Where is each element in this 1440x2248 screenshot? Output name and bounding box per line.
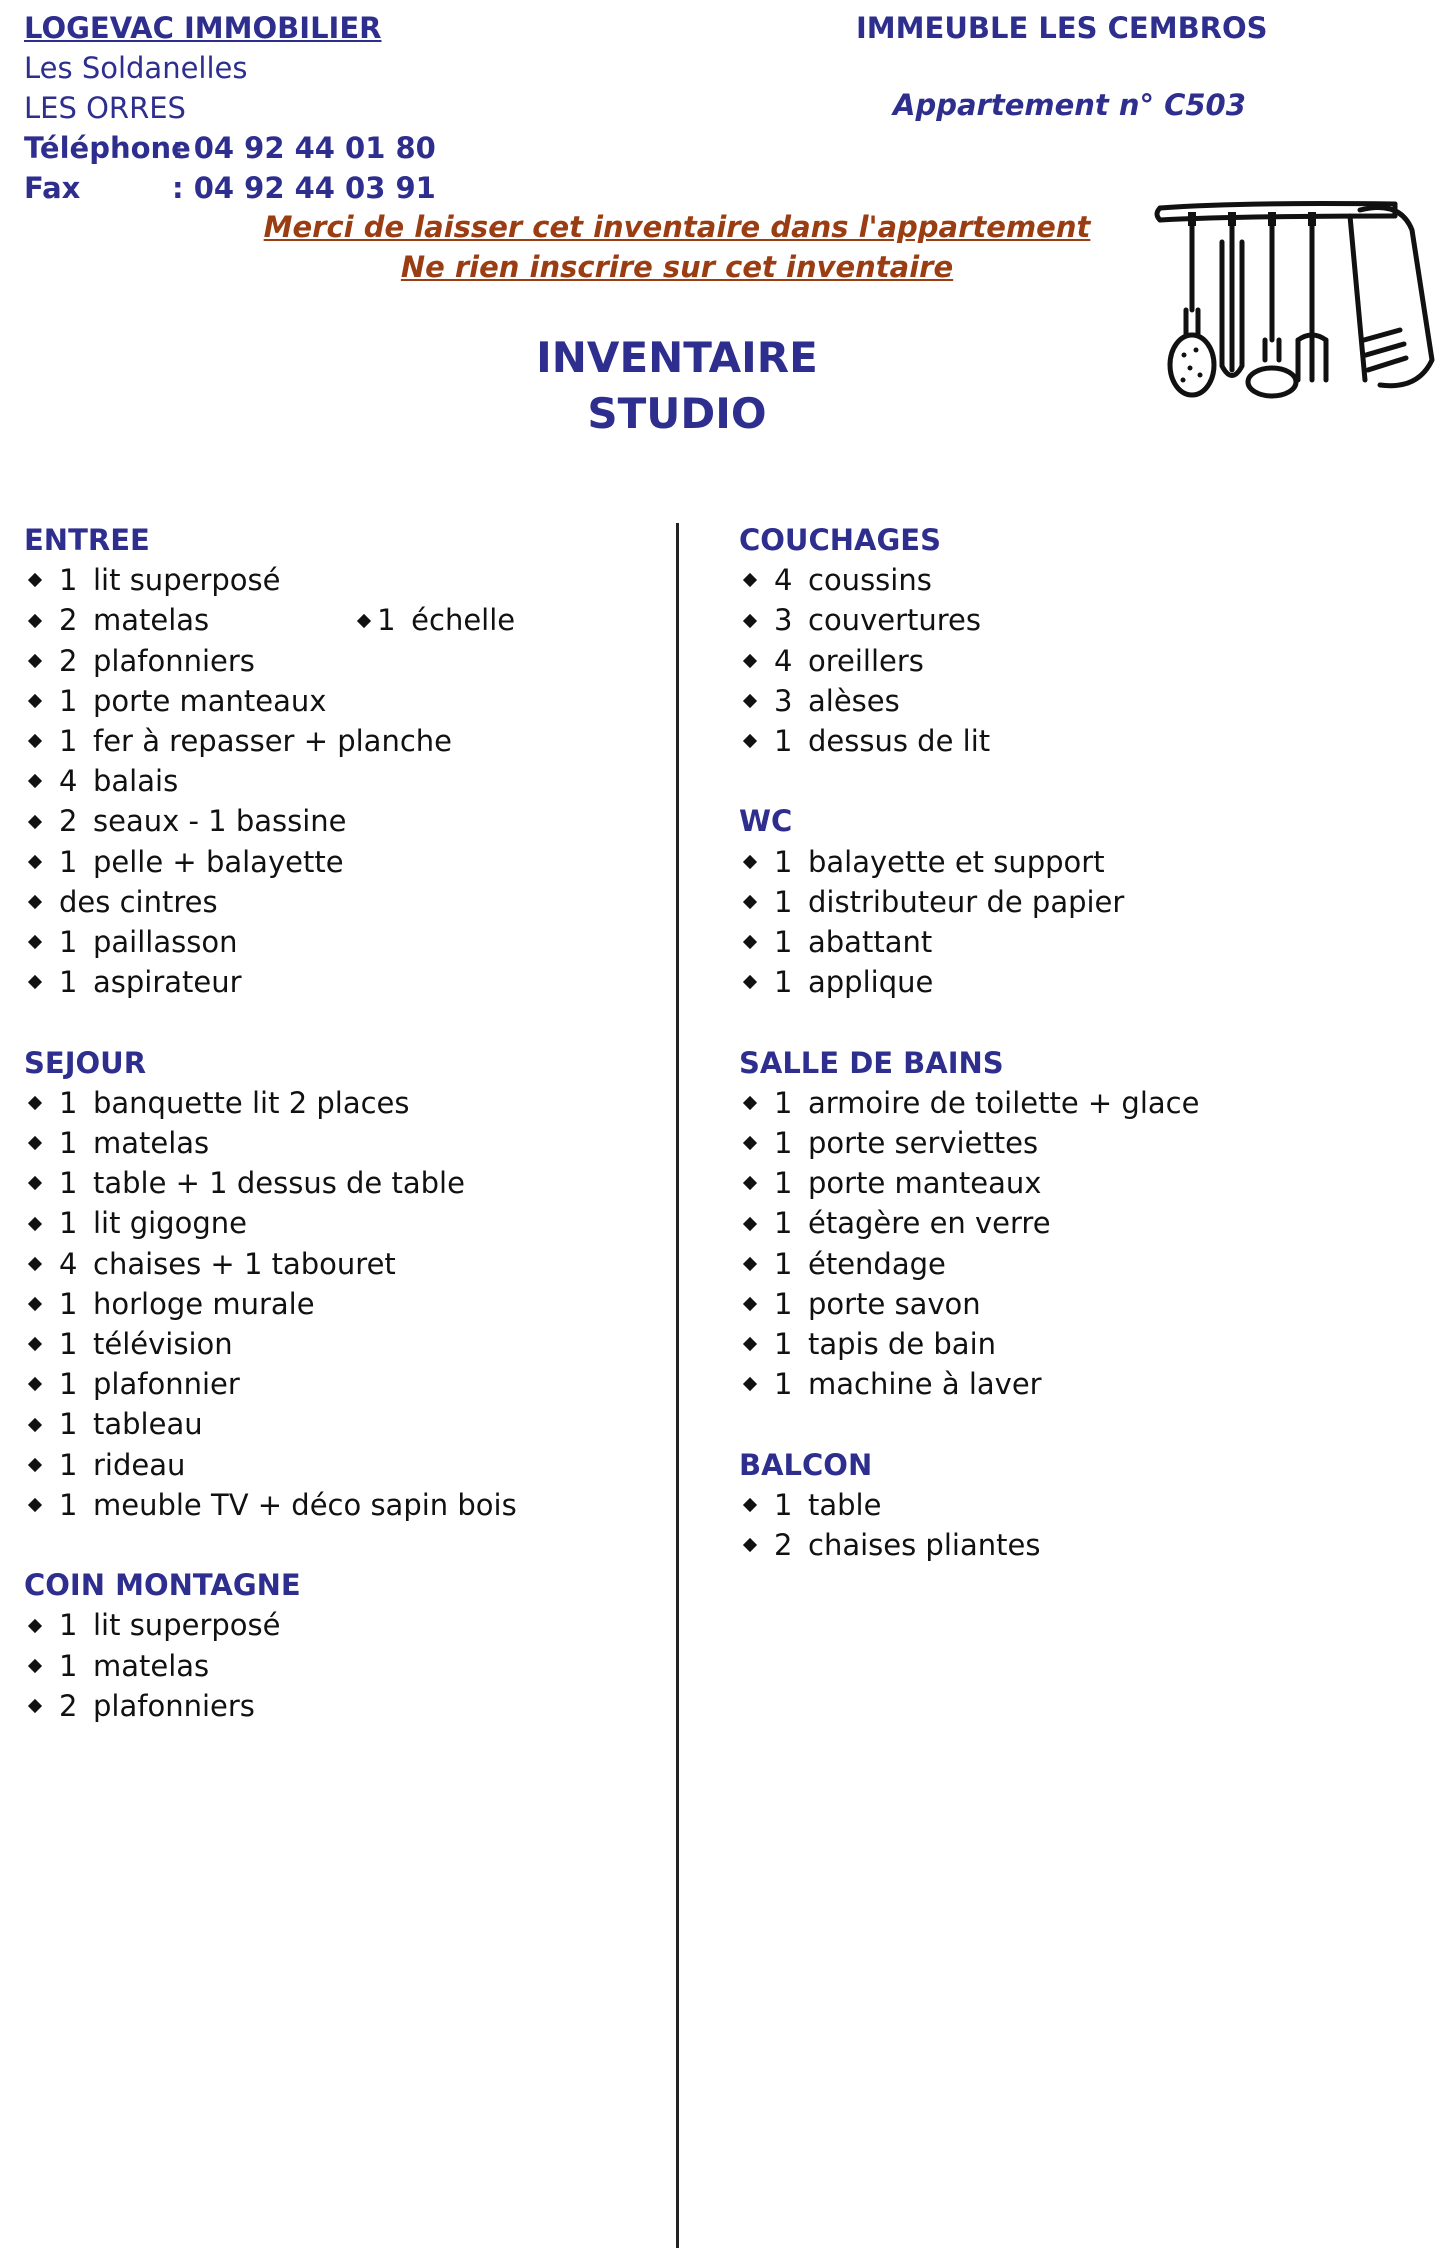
diamond-bullet-icon [28,1659,42,1673]
item-quantity: 3 [774,603,793,638]
diamond-bullet-icon [28,1136,42,1150]
item-quantity: 4 [59,1246,78,1281]
list-item [24,600,664,640]
list-item [24,560,664,600]
list-item [739,842,1399,882]
list-item [739,1485,1399,1525]
list-item [24,922,664,962]
item-name: échelle [411,603,516,638]
section-title: WC [739,804,793,839]
list-item [24,962,664,1002]
phone-label: Téléphone [24,131,191,165]
diamond-bullet-icon [743,975,757,989]
diamond-bullet-icon [743,573,757,587]
list-item [739,1203,1399,1243]
item-name: porte serviettes [808,1126,1039,1161]
diamond-bullet-icon [28,1458,42,1472]
diamond-bullet-icon [28,935,42,949]
item-name: plafonnier [93,1367,240,1402]
diamond-bullet-icon [28,814,42,828]
item-quantity: 1 [59,1447,78,1482]
list-item [739,1525,1399,1565]
diamond-bullet-icon [357,613,371,627]
item-name: table [808,1487,882,1522]
item-name: lit superposé [93,563,281,598]
list-item [24,1083,664,1123]
list-item [24,1605,664,1645]
section-title: SEJOUR [24,1045,147,1080]
diamond-bullet-icon [28,1297,42,1311]
section-salle-de-bains [739,1043,1399,1405]
list-item [24,842,664,882]
diamond-bullet-icon [28,573,42,587]
item-name: porte manteaux [808,1166,1042,1201]
item-name: plafonniers [93,1688,255,1723]
list-item [24,1203,664,1243]
list-item [24,1404,664,1444]
diamond-bullet-icon [743,1538,757,1552]
diamond-bullet-icon [743,613,757,627]
item-name: chaises + 1 tabouret [93,1246,396,1281]
item-name: matelas [93,1648,210,1683]
item-name: dessus de lit [808,724,991,759]
apartment-number: Appartement n° C503 [893,88,1246,122]
item-quantity: 1 [774,1206,793,1241]
section-title: SALLE DE BAINS [739,1045,1004,1080]
list-item [739,1324,1399,1364]
item-name: matelas [93,1126,210,1161]
item-name: fer à repasser + planche [93,724,452,759]
item-name: lit gigogne [93,1206,247,1241]
section-balcon [739,1445,1399,1566]
list-item [24,1485,664,1525]
diamond-bullet-icon [28,855,42,869]
item-name: étendage [808,1246,946,1281]
list-item [739,600,1399,640]
item-name: tapis de bain [808,1327,997,1362]
item-quantity: 1 [59,844,78,879]
agency-block [24,8,436,208]
item-name: balais [93,764,179,799]
item-quantity: 1 [774,1085,793,1120]
list-item [739,560,1399,600]
address-line-1: Les Soldanelles [24,51,248,85]
section-title: COUCHAGES [739,523,941,557]
list-item [739,1163,1399,1203]
item-quantity: 1 [774,1246,793,1281]
item-name: table + 1 dessus de table [93,1166,465,1201]
section-entree [24,520,664,1002]
diamond-bullet-icon [28,734,42,748]
diamond-bullet-icon [743,734,757,748]
list-item [739,1123,1399,1163]
item-name: plafonniers [93,643,255,678]
item-quantity: 3 [774,683,793,718]
item-name: meuble TV + déco sapin bois [93,1487,517,1522]
item-quantity: 2 [59,603,78,638]
company-name: LOGEVAC IMMOBILIER [24,11,382,45]
item-quantity: 1 [59,1367,78,1402]
item-quantity: 1 [59,1487,78,1522]
section-title: COIN MONTAGNE [24,1568,301,1603]
list-item [739,1364,1399,1404]
notice-line-1: Merci de laisser cet inventaire dans l'appartement [263,210,1091,244]
item-quantity: 1 [774,1166,793,1201]
section-coin-montagne [24,1565,664,1726]
section-title: BALCON [739,1447,873,1482]
list-item [24,882,664,922]
diamond-bullet-icon [28,1176,42,1190]
item-quantity: 1 [59,563,78,598]
left-column [24,520,664,1766]
diamond-bullet-icon [743,1096,757,1110]
item-name: oreillers [808,643,924,678]
item-quantity: 1 [59,1085,78,1120]
item-name: abattant [808,925,933,960]
item-quantity: 1 [774,1286,793,1321]
item-name: applique [808,965,934,1000]
item-quantity: 1 [59,1126,78,1161]
diamond-bullet-icon [28,975,42,989]
page-title: INVENTAIRE [536,333,818,382]
item-name: alèses [808,683,900,718]
item-name: étagère en verre [808,1206,1051,1241]
list-item [739,641,1399,681]
item-quantity: 1 [59,1648,78,1683]
item-name: couvertures [808,603,981,638]
item-quantity: 1 [774,844,793,879]
item-name: tableau [93,1407,203,1442]
item-name: matelas [93,603,210,638]
item-quantity: 1 [59,965,78,1000]
section-couchages [739,520,1399,761]
item-name: chaises pliantes [808,1528,1041,1563]
phone-value: : 04 92 44 01 80 [172,131,436,165]
item-name: télévision [93,1327,233,1362]
fax-value: : 04 92 44 03 91 [172,171,436,205]
section-wc [739,801,1399,1002]
item-name: distributeur de papier [808,884,1125,919]
fax-label: Fax [24,171,81,205]
diamond-bullet-icon [28,1618,42,1632]
list-item [24,1324,664,1364]
diamond-bullet-icon [28,1417,42,1431]
list-item [24,801,664,841]
diamond-bullet-icon [743,1337,757,1351]
item-quantity: 4 [774,643,793,678]
item-quantity: 1 [774,1126,793,1161]
item-quantity: 1 [59,1206,78,1241]
item-quantity: 1 [59,1608,78,1643]
extra-item [359,600,515,640]
section-title: ENTREE [24,523,150,557]
diamond-bullet-icon [28,654,42,668]
item-quantity: 1 [59,724,78,759]
list-item [24,1445,664,1485]
diamond-bullet-icon [28,1699,42,1713]
item-name: banquette lit 2 places [93,1085,410,1120]
item-quantity: 1 [377,603,396,638]
item-quantity: 2 [774,1528,793,1563]
diamond-bullet-icon [743,895,757,909]
phone-row [24,128,436,168]
item-quantity: 1 [774,925,793,960]
diamond-bullet-icon [28,1337,42,1351]
item-quantity: 1 [774,884,793,919]
building-name: IMMEUBLE LES CEMBROS [856,11,1268,45]
list-item [739,962,1399,1002]
diamond-bullet-icon [743,1297,757,1311]
right-column [739,520,1399,1605]
diamond-bullet-icon [743,1216,757,1230]
list-item [739,681,1399,721]
kitchen-utensils-icon [1150,190,1440,400]
item-quantity: 4 [774,563,793,598]
diamond-bullet-icon [28,694,42,708]
list-item [739,1083,1399,1123]
diamond-bullet-icon [743,855,757,869]
item-name: balayette et support [808,844,1105,879]
diamond-bullet-icon [28,895,42,909]
diamond-bullet-icon [28,1096,42,1110]
item-quantity: 1 [774,965,793,1000]
list-item [739,721,1399,761]
diamond-bullet-icon [743,654,757,668]
list-item [739,922,1399,962]
item-name: porte savon [808,1286,981,1321]
diamond-bullet-icon [743,1176,757,1190]
diamond-bullet-icon [743,694,757,708]
list-item [24,681,664,721]
diamond-bullet-icon [28,1257,42,1271]
diamond-bullet-icon [28,1216,42,1230]
item-quantity: 1 [774,1367,793,1402]
list-item [24,1244,664,1284]
diamond-bullet-icon [743,1136,757,1150]
item-quantity: 1 [59,683,78,718]
item-quantity: 1 [59,1327,78,1362]
item-quantity: 1 [59,1286,78,1321]
item-quantity: 1 [774,724,793,759]
item-name: porte manteaux [93,683,327,718]
item-name: armoire de toilette + glace [808,1085,1200,1120]
diamond-bullet-icon [28,1377,42,1391]
section-sejour [24,1043,664,1525]
list-item [739,1244,1399,1284]
item-name: pelle + balayette [93,844,344,879]
item-name: paillasson [93,925,238,960]
address-line-2: LES ORRES [24,91,186,125]
diamond-bullet-icon [28,774,42,788]
item-quantity: 1 [59,925,78,960]
item-name: des cintres [59,884,218,919]
list-item [739,882,1399,922]
item-quantity: 1 [59,1166,78,1201]
diamond-bullet-icon [28,1498,42,1512]
item-quantity: 1 [774,1327,793,1362]
fax-row [24,168,436,208]
page-subtitle: STUDIO [587,389,767,438]
item-name: rideau [93,1447,186,1482]
list-item [24,1123,664,1163]
item-name: coussins [808,563,932,598]
item-quantity: 2 [59,804,78,839]
column-divider [676,523,679,2248]
list-item [24,1364,664,1404]
item-name: horloge murale [93,1286,315,1321]
list-item [24,1646,664,1686]
list-item [739,1284,1399,1324]
diamond-bullet-icon [743,1377,757,1391]
item-quantity: 2 [59,1688,78,1723]
list-item [24,761,664,801]
item-name: seaux - 1 bassine [93,804,347,839]
item-name: machine à laver [808,1367,1042,1402]
diamond-bullet-icon [743,1257,757,1271]
list-item [24,641,664,681]
list-item [24,1686,664,1726]
item-name: lit superposé [93,1608,281,1643]
diamond-bullet-icon [743,935,757,949]
list-item [24,1163,664,1203]
diamond-bullet-icon [743,1498,757,1512]
notice-line-2: Ne rien inscrire sur cet inventaire [400,250,954,284]
item-quantity: 4 [59,764,78,799]
item-quantity: 2 [59,643,78,678]
diamond-bullet-icon [28,613,42,627]
list-item [24,1284,664,1324]
item-quantity: 1 [59,1407,78,1442]
item-quantity: 1 [774,1487,793,1522]
item-name: aspirateur [93,965,242,1000]
list-item [24,721,664,761]
